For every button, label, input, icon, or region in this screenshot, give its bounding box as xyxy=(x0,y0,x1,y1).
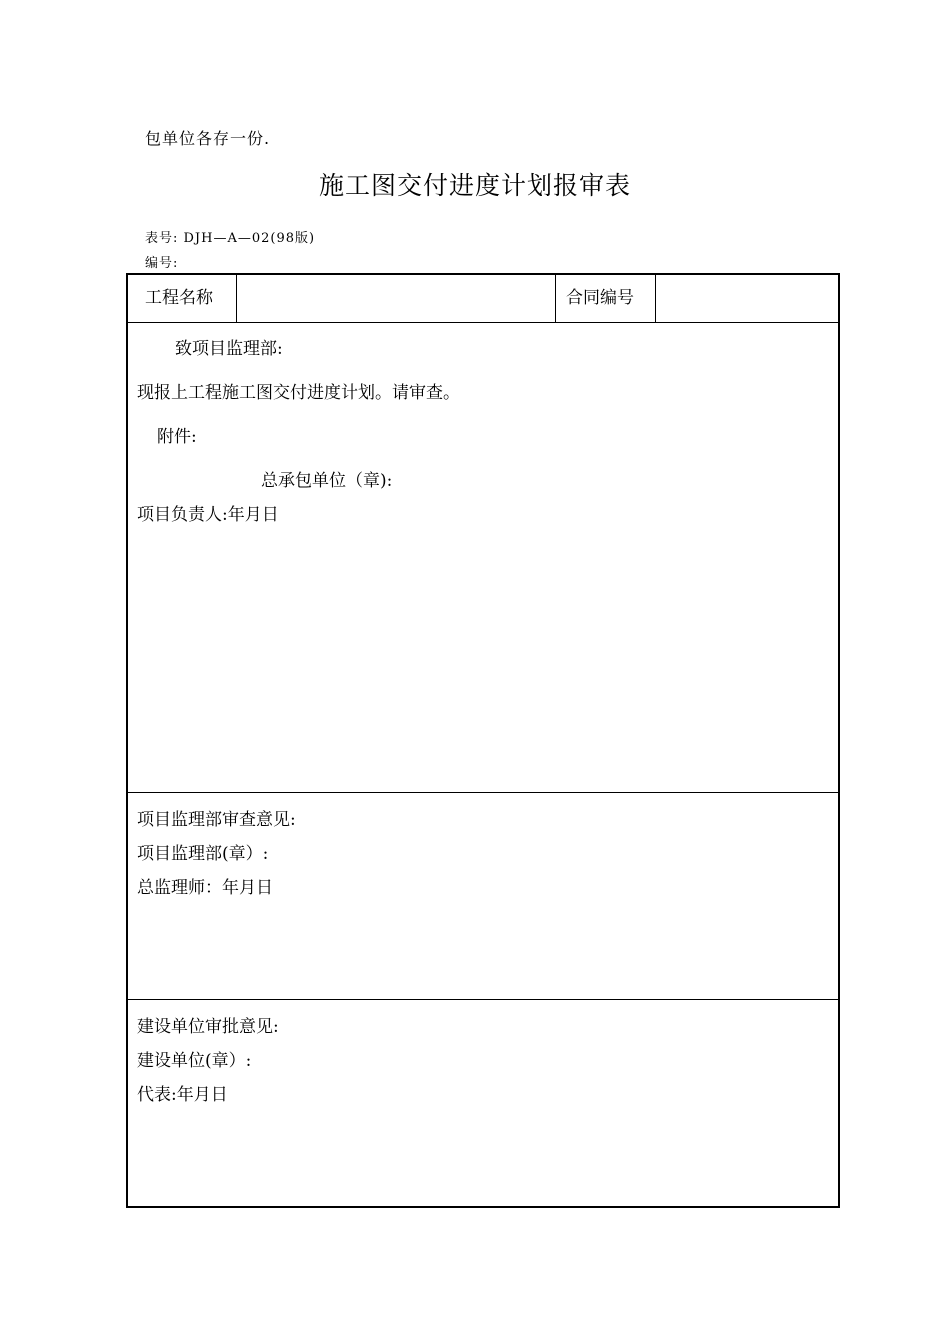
serial-number-label: 编号: xyxy=(145,256,179,271)
submission-body: 现报上工程施工图交付进度计划。请审查。 xyxy=(137,383,460,403)
addressee-line: 致项目监理部: xyxy=(175,339,283,359)
project-manager-date: 项目负责人:年月日 xyxy=(137,505,279,525)
approval-form-table xyxy=(126,273,840,1208)
contractor-stamp-label: 总承包单位（章): xyxy=(261,471,393,491)
supervision-opinion-label: 项目监理部审查意见: xyxy=(137,810,296,830)
attachment-label: 附件: xyxy=(157,427,197,447)
project-name-field[interactable] xyxy=(237,275,556,322)
form-title: 施工图交付进度计划报审表 xyxy=(318,171,631,200)
project-name-label: 工程名称 xyxy=(128,275,237,322)
submission-section xyxy=(128,322,838,793)
representative-date: 代表:年月日 xyxy=(137,1085,228,1105)
contract-number-field[interactable] xyxy=(656,275,838,322)
form-code: 表号: DJH—A—02(98版) xyxy=(145,231,316,246)
top-note: 包单位各存一份. xyxy=(145,129,271,148)
owner-opinion-label: 建设单位审批意见: xyxy=(137,1017,279,1037)
supervision-stamp-label: 项目监理部(章）: xyxy=(137,844,269,864)
supervision-review-section xyxy=(128,793,838,1000)
header-row xyxy=(128,275,838,323)
owner-approval-section xyxy=(128,1000,838,1206)
owner-stamp-label: 建设单位(章）: xyxy=(137,1051,252,1071)
chief-supervisor-date: 总监理师：年月日 xyxy=(137,878,273,898)
contract-number-label: 合同编号 xyxy=(556,275,656,322)
